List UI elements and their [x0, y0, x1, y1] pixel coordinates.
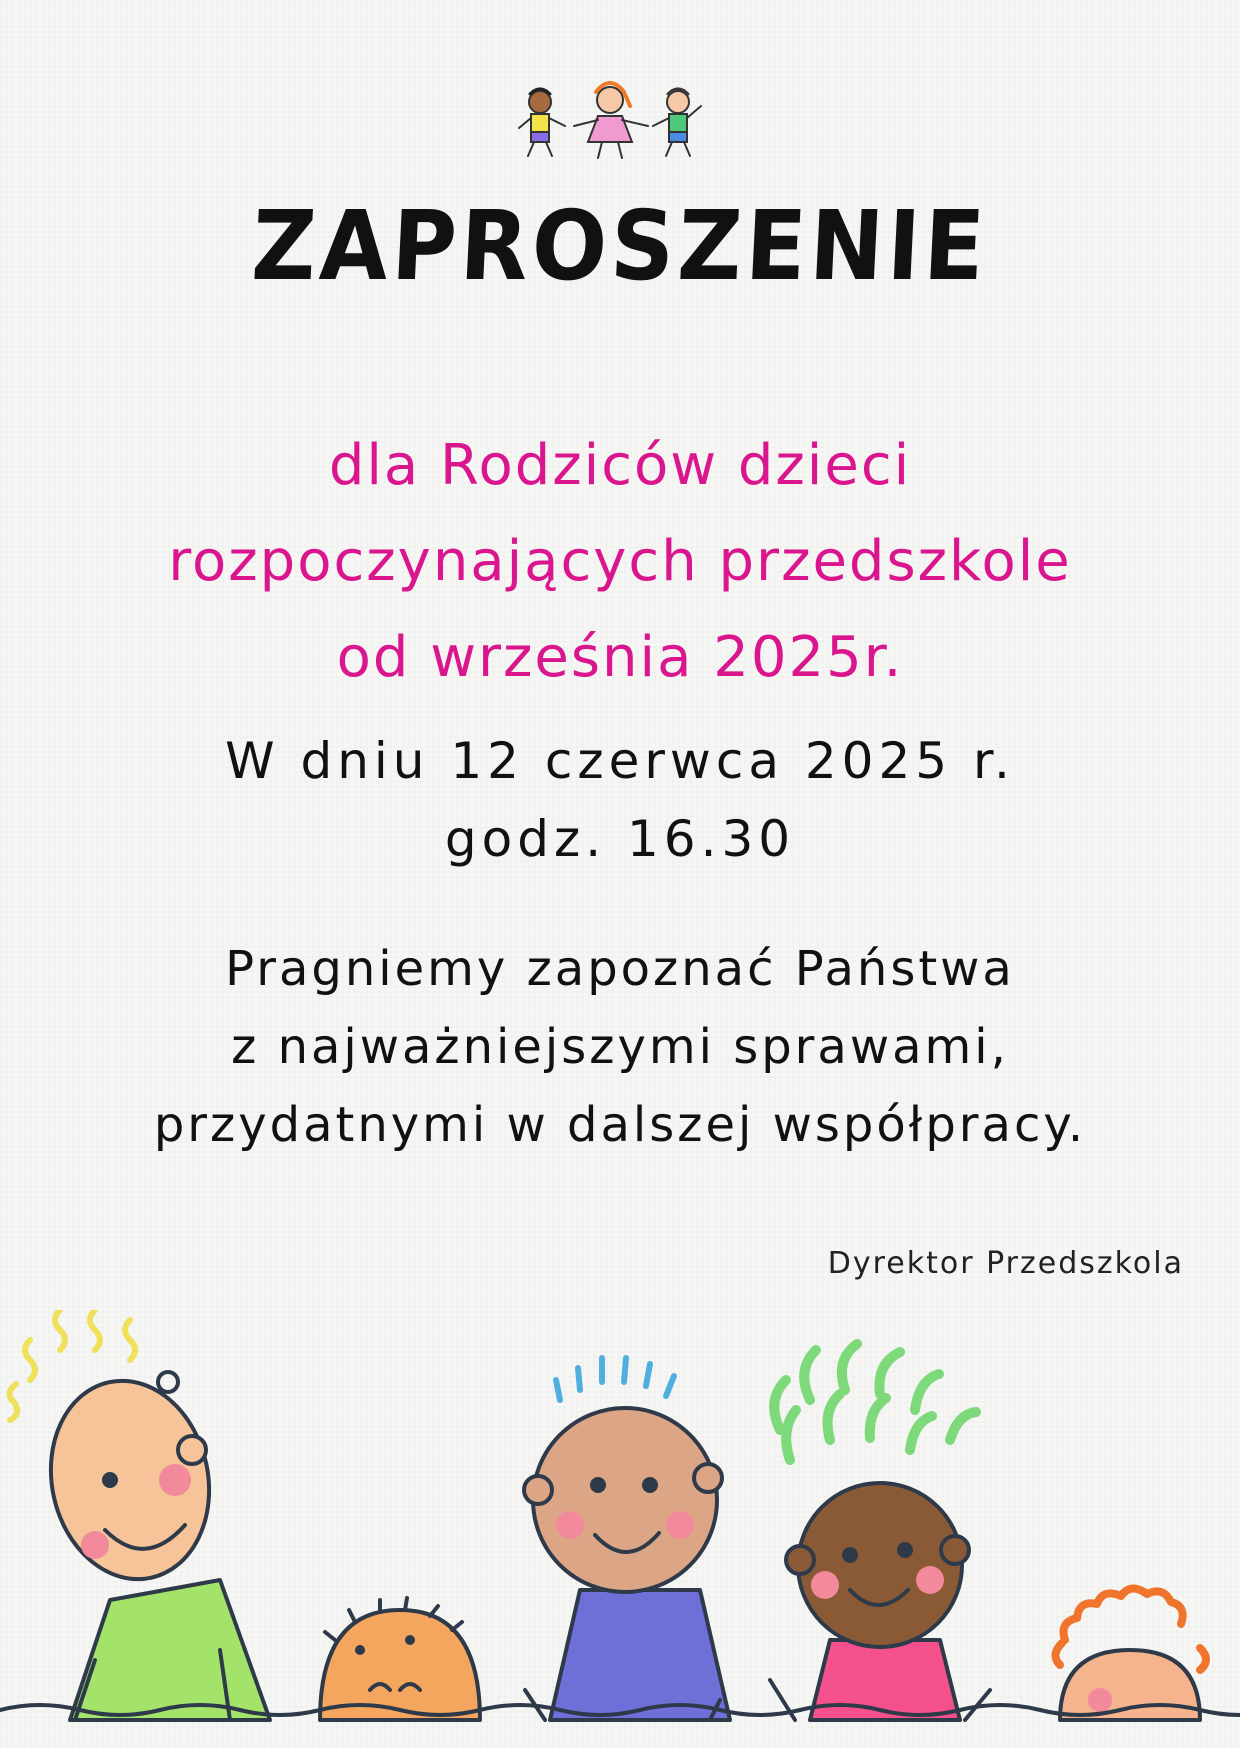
peeking-kids-illustration	[0, 1310, 1240, 1748]
invitation-message	[0, 930, 1240, 1164]
event-date	[0, 722, 1240, 878]
invitation-audience	[0, 418, 1240, 706]
page-title: ZAPROSZENIE	[249, 190, 991, 302]
kid-2-illustration	[320, 1598, 480, 1720]
holding-hands-kids-icon	[500, 80, 720, 180]
signature: Dyrektor Przedszkola	[827, 1246, 1184, 1281]
kid-5-illustration	[1055, 1588, 1206, 1720]
kid-3-illustration	[524, 1358, 730, 1720]
message-line: Pragniemy zapoznać Państwa	[225, 941, 1015, 997]
kid-1-illustration	[9, 1310, 270, 1720]
event-time-line: godz. 16.30	[444, 810, 796, 868]
kid-4-illustration	[770, 1344, 990, 1720]
event-date-line: W dniu 12 czerwca 2025 r.	[225, 732, 1015, 790]
audience-line: rozpoczynających przedszkole	[168, 529, 1072, 594]
audience-line: dla Rodziców dzieci	[328, 433, 912, 498]
audience-line: od września 2025r.	[336, 625, 904, 690]
message-line: przydatnymi w dalszej współpracy.	[153, 1097, 1087, 1153]
message-line: z najważniejszymi sprawami,	[231, 1019, 1009, 1075]
